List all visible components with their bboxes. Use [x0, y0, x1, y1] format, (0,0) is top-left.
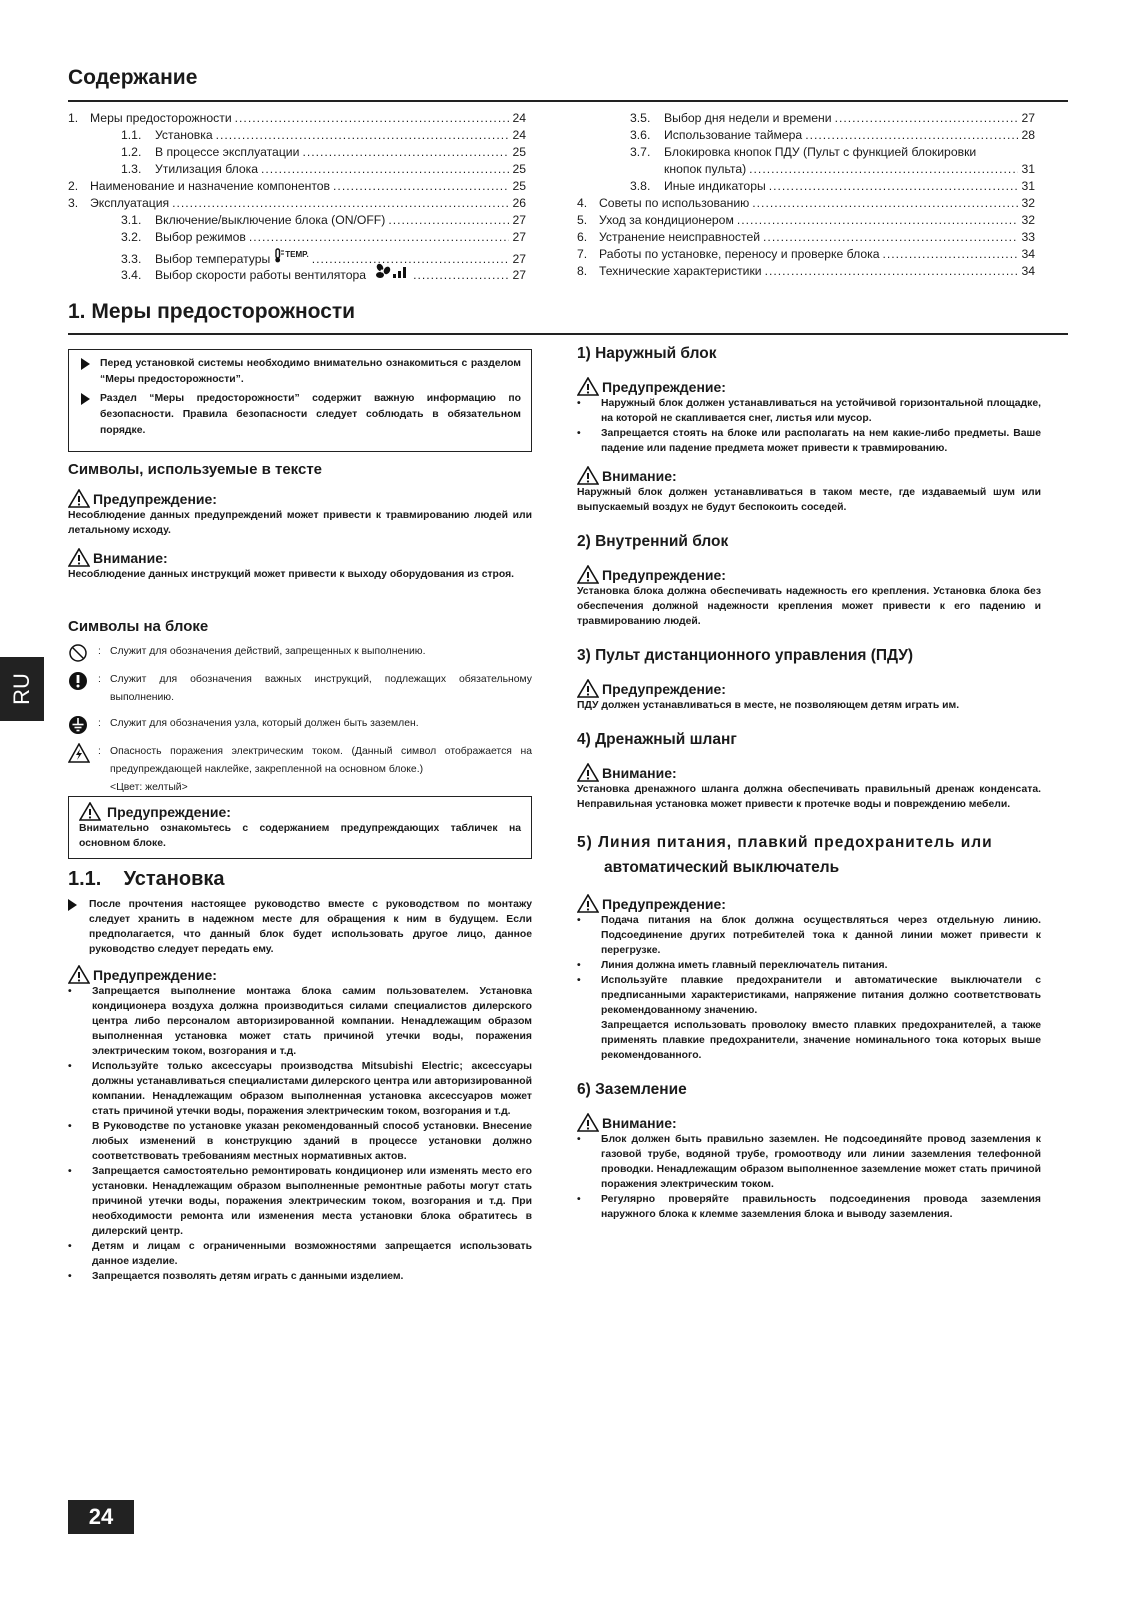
bullet-item: • Наружный блок должен устанавливаться на устойчивой горизонтальной площадке, на которой не скапливается снег, листья или мусор. — [577, 398, 1041, 424]
subsection-title: 1) Наружный блок — [577, 345, 717, 362]
bullet-continuation: Запрещается использовать проволоку вместо плавких предохранителей, а также применять плавкие предохранители, значение номинального тока которых выше рекомендованного. — [601, 1020, 1041, 1061]
bullet-item: • В Руководстве по установке указан рекомендованный способ установки. Внесение любых изменений в конструкцию зданий в процессе установки должно соответствовать требованиям местных нормативных актов. — [68, 1121, 532, 1162]
symbol-item: : Служит для обозначения узла, который должен быть заземлен. — [68, 715, 532, 735]
toc-item[interactable]: 3.7. Блокировка кнопок ПДУ (Пульт с функцией блокировки — [630, 145, 977, 159]
toc-item[interactable]: 3.3. Выбор температуры TEMP. ..... 27 — [68, 246, 526, 263]
important-icon — [68, 671, 88, 691]
bullet-item: • Подача питания на блок должна осуществляться через отдельную линию. Подсоединение других потребителей тока к данной линии может привести к перегрузке. — [577, 915, 1041, 956]
toc-item[interactable]: 4. Советы по использованию ..... 32 — [577, 195, 1035, 212]
caution-block: Внимание: • Блок должен быть правильно заземлен. Не подсоединяйте провод заземления к газовой трубе, водяной трубе, громоотводу или линии заземления телефонной проводки. Ненадлежащим образом выполненное заземление может стать причиной поражения электрическим током. • Регулярно проверяйте правильность подсоединения провода заземления наружного блока к клемме заземления блока и выводу заземления. — [577, 1114, 1041, 1220]
toc-item[interactable]: 3.6. Использование таймера ..... 28 — [577, 127, 1035, 144]
symbol-item: : Служит для обозначения важных инструкций, подлежащих обязательному выполнению. — [68, 671, 532, 707]
warning-icon — [577, 377, 599, 396]
fan-speed-icon — [374, 263, 410, 279]
divider — [68, 100, 1068, 102]
warning-block: Предупреждение: ПДУ должен устанавливаться в месте, не позволяющем детям играть им. — [577, 680, 960, 711]
bullet-item: • Запрещается самостоятельно ремонтировать кондиционер или изменять место его установки. Ненадлежащим образом выполненные ремонтные работы могут стать причиной утечки воды, поражения электрическим током, возгорания и т.д. При необходимости ремонта или изменения места установки блока обратитесь в дилерский центр. — [68, 1166, 532, 1237]
toc-item[interactable]: 1.3. Утилизация блока ..... 25 — [68, 161, 526, 178]
toc-item[interactable]: 3.2. Выбор режимов ..... 27 — [68, 229, 526, 246]
toc-item[interactable]: 5. Уход за кондиционером ..... 32 — [577, 212, 1035, 229]
arrow-icon — [81, 393, 90, 405]
toc-item[interactable]: 1. Меры предосторожности ..... 24 — [68, 110, 526, 127]
bullet-item: • Линия должна иметь главный переключатель питания. — [577, 960, 888, 971]
page-number: 24 — [68, 1500, 134, 1534]
warning-icon — [68, 489, 90, 508]
toc-item[interactable]: 3.8. Иные индикаторы ..... 31 — [577, 178, 1035, 195]
subsection-title: 6) Заземление — [577, 1081, 687, 1098]
warning-icon — [577, 466, 599, 485]
toc-left — [68, 110, 526, 280]
bullet-item: • Используйте только аксессуары производства Mitsubishi Electric; аксессуары должны устанавливаться специалистами дилерского центра или авторизированной компании. Ненадлежащим образом выполненная установка аксессуаров может стать причиной утечки воды, поражения электрическим током, возгорания и т.д. — [68, 1061, 532, 1117]
subsection-title: 4) Дренажный шланг — [577, 731, 737, 748]
warning-icon — [68, 548, 90, 567]
electric-shock-icon — [68, 743, 90, 763]
warning-icon — [577, 1113, 599, 1132]
right-column — [577, 345, 1041, 1222]
section-title: 1.1. Установка — [68, 868, 225, 890]
subsection-title: 2) Внутренний блок — [577, 533, 729, 550]
subsection-title: 3) Пульт дистанционного управления (ПДУ) — [577, 647, 914, 664]
thermometer-icon: TEMP. — [273, 246, 308, 263]
bullet-item: • Регулярно проверяйте правильность подсоединения провода заземления наружного блока к клемме заземления блока и выводу заземления. — [577, 1194, 1041, 1220]
warning-block: Предупреждение: • Наружный блок должен устанавливаться на устойчивой горизонтальной площадке, на которой не скапливается снег, листья или мусор. • Запрещается стоять на блоке или располагать на нем какие-либо предметы. Ваше падение или падение предмета может привести к травмированию. — [577, 378, 1041, 454]
symbol-item: : Служит для обозначения действий, запрещенных к выполнению. — [68, 643, 532, 663]
toc-item[interactable]: 8. Технические характеристики ..... 34 — [577, 263, 1035, 280]
caution-block: Внимание: Установка дренажного шланга должна обеспечивать правильный дренаж конденсата. Неправильная установка может привести к протечке воды и повреждению мебели. — [577, 764, 1041, 810]
prohibited-icon — [68, 643, 88, 663]
intro-box — [68, 349, 532, 452]
warning-icon — [79, 802, 101, 821]
warning-block: Предупреждение: • Подача питания на блок должна осуществляться через отдельную линию. Подсоединение других потребителей тока к данной линии может привести к перегрузке. • Линия должна иметь главный переключатель питания. • Используйте плавкие предохранители и автоматические выключатели с предписанными характеристиками, напряжение питания должно соответствовать рекомендованному значению. Запрещается использовать проволоку вместо плавких предохранителей, а также применять плавкие предохранители, значение номинального тока которых выше рекомендованного. — [577, 895, 1041, 1061]
warning-block: Предупреждение: Несоблюдение данных предупреждений может привести к травмированию людей или летальному исходу. — [68, 490, 532, 536]
bullet-item: • Запрещается стоять на блоке или располагать на нем какие-либо предметы. Ваше падение или падение предмета может привести к травмированию. — [577, 428, 1041, 454]
warning-icon — [577, 679, 599, 698]
caution-block: Внимание: Несоблюдение данных инструкций может привести к выходу оборудования из строя. — [68, 549, 515, 580]
warning-icon — [577, 894, 599, 913]
section-title: 1. Меры предосторожности — [68, 300, 356, 323]
label-warning-box: Предупреждение: Внимательно ознакомьтесь с содержанием предупреждающих табличек на основном блоке. — [68, 796, 532, 859]
subheading: Символы на блоке — [68, 618, 209, 635]
language-tab: RU — [0, 657, 44, 721]
arrow-icon — [81, 358, 90, 370]
toc-item[interactable]: 1.2. В процессе эксплуатации ..... 25 — [68, 144, 526, 161]
subsection-title: 5) Линия питания, плавкий предохранитель или автоматический выключатель — [577, 834, 993, 876]
toc-item[interactable]: 3.1. Включение/выключение блока (ON/OFF) ..... 27 — [68, 212, 526, 229]
ground-icon — [68, 715, 88, 735]
install-intro: После прочтения настоящее руководство вместе с руководством по монтажу следует хранить в надежном месте для обращения к ним в будущем. Если предполагается, что данный блок будет использовать другое лицо, данное руководство следует передать ему. — [68, 897, 532, 957]
toc-item[interactable]: 7. Работы по установке, переносу и проверке блока ..... 34 — [577, 246, 1035, 263]
toc-item[interactable]: 1.1. Установка ..... 24 — [68, 127, 526, 144]
toc-right — [577, 110, 1035, 280]
symbol-list — [68, 643, 532, 797]
intro-item: Перед установкой системы необходимо внимательно ознакомиться с разделом “Меры предосторожности”. — [81, 356, 521, 388]
arrow-icon — [68, 899, 77, 911]
bullet-item: • Запрещается выполнение монтажа блока самим пользователем. Установка кондиционера воздуха должна производиться силами специалистов дилерского центра либо персоналом авторизированной компании. Ненадлежащим образом выполненная установка может стать причиной утечки воды, поражения электрическим током, возгорания и т.д. — [68, 986, 532, 1057]
toc-item[interactable]: 3. Эксплуатация ..... 26 — [68, 195, 526, 212]
bullet-item: • Запрещается позволять детям играть с данными изделием. — [68, 1271, 404, 1282]
bullet-item: • Используйте плавкие предохранители и автоматические выключатели с предписанными характеристиками, напряжение питания должно соответствовать рекомендованному значению. — [577, 975, 1041, 1016]
toc-item[interactable]: 3.5. Выбор дня недели и времени ..... 27 — [577, 110, 1035, 127]
warning-icon — [577, 565, 599, 584]
warning-icon — [577, 763, 599, 782]
toc-item[interactable]: 6. Устранение неисправностей ..... 33 — [577, 229, 1035, 246]
intro-item: Раздел “Меры предосторожности” содержит важную информацию по безопасности. Правила безопасности следует соблюдать в обязательном порядке. — [81, 391, 521, 439]
install-warning: Предупреждение: • Запрещается выполнение монтажа блока самим пользователем. Установка кондиционера воздуха должна производиться силами специалистов дилерского центра либо персоналом авторизированной компании. Ненадлежащим образом выполненная установка может стать причиной утечки воды, поражения электрическим током, возгорания и т.д. • Используйте только аксессуары производства Mitsubishi Electric; аксессуары должны устанавливаться специалистами дилерского центра или авторизированной компании. Ненадлежащим образом выполненная установка аксессуаров может стать причиной утечки воды, поражения электрическим током, возгорания и т.д. • В Руководстве по установке указан рекомендованный способ установки. Внесение любых изменений в конструкцию зданий в процессе установки должно соответствовать требованиям местных нормативных актов. • Запрещается самостоятельно ремонтировать кондиционер или изменять место его установки. Ненадлежащим образом выполненные ремонтные работы могут стать причиной утечки воды, поражения электрическим током, возгорания и т.д. При необходимости ремонта или изменения места установки блока обратитесь в дилерский центр. • Детям и лицам с ограниченными возможностями запрещается использовать данное изделие. • Запрещается позволять детям играть с данными изделием. — [68, 966, 532, 1282]
toc-item[interactable]: 2. Наименование и назначение компонентов ..... 25 — [68, 178, 526, 195]
bullet-item: • Детям и лицам с ограниченными возможностями запрещается использовать данное изделие. — [68, 1241, 532, 1267]
toc-item[interactable]: кнопок пульта) ..... 31 — [577, 161, 1035, 178]
subheading: Символы, используемые в тексте — [68, 461, 323, 478]
toc-title: Содержание — [68, 66, 198, 89]
caution-block: Внимание: Наружный блок должен устанавливаться в таком месте, где издаваемый шум или выпускаемый воздух не будут беспокоить соседей. — [577, 467, 1041, 513]
divider — [68, 333, 1068, 335]
bullet-item: • Блок должен быть правильно заземлен. Не подсоединяйте провод заземления к газовой трубе, водяной трубе, громоотводу или линии заземления телефонной проводки. Ненадлежащим образом выполненное заземление может стать причиной поражения электрическим током. — [577, 1134, 1041, 1190]
toc-item[interactable]: 3.4. Выбор скорости работы вентилятора ..... 27 — [68, 263, 526, 280]
warning-block: Предупреждение: Установка блока должна обеспечивать надежность его крепления. Установка блока без обеспечения должной надежности крепления может привести к его падению и травмированию людей. — [577, 566, 1041, 627]
warning-icon — [68, 965, 90, 984]
symbol-item: : Опасность поражения электрическим током. (Данный символ отображается на предупреждающей наклейке, закрепленной на основном блоке.) <Цвет: желтый> — [68, 743, 532, 797]
